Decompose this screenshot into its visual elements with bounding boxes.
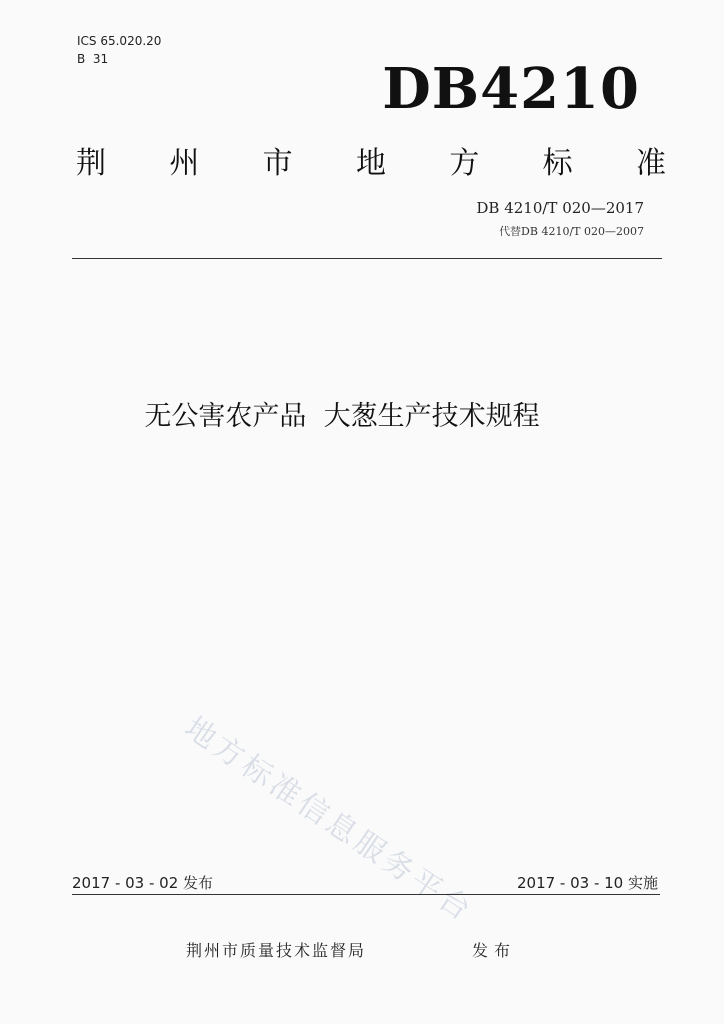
title-char: 准 bbox=[635, 146, 666, 181]
document-title: 无公害农产品 大葱生产技术规程 bbox=[144, 401, 540, 432]
header-divider bbox=[72, 258, 662, 259]
implement-date: 2017 - 03 - 10 实施 bbox=[516, 874, 658, 892]
classification-codes bbox=[77, 32, 161, 68]
standard-code: DB4210 bbox=[382, 56, 640, 122]
issuing-authority: 荆州市质量技术监督局 bbox=[186, 941, 367, 960]
issue-label: 发布 bbox=[472, 941, 517, 960]
title-char: 方 bbox=[449, 146, 480, 181]
title-char: 市 bbox=[262, 146, 293, 181]
watermark: 地方标准信息服务平台 bbox=[178, 710, 480, 930]
publish-date: 2017 - 03 - 02 发布 bbox=[72, 874, 214, 892]
ics-code: ICS 65.020.20 bbox=[77, 34, 162, 48]
ccs-code: B 31 bbox=[77, 52, 109, 66]
standard-number: DB 4210/T 020—2017 bbox=[476, 199, 644, 217]
title-char: 荆 bbox=[76, 146, 106, 181]
title-char: 州 bbox=[169, 146, 200, 181]
footer-divider bbox=[72, 894, 660, 895]
title-char: 标 bbox=[542, 146, 573, 181]
replaced-standard: 代替DB 4210/T 020—2007 bbox=[499, 225, 644, 238]
standard-type-title bbox=[76, 138, 666, 182]
title-char: 地 bbox=[355, 146, 386, 181]
